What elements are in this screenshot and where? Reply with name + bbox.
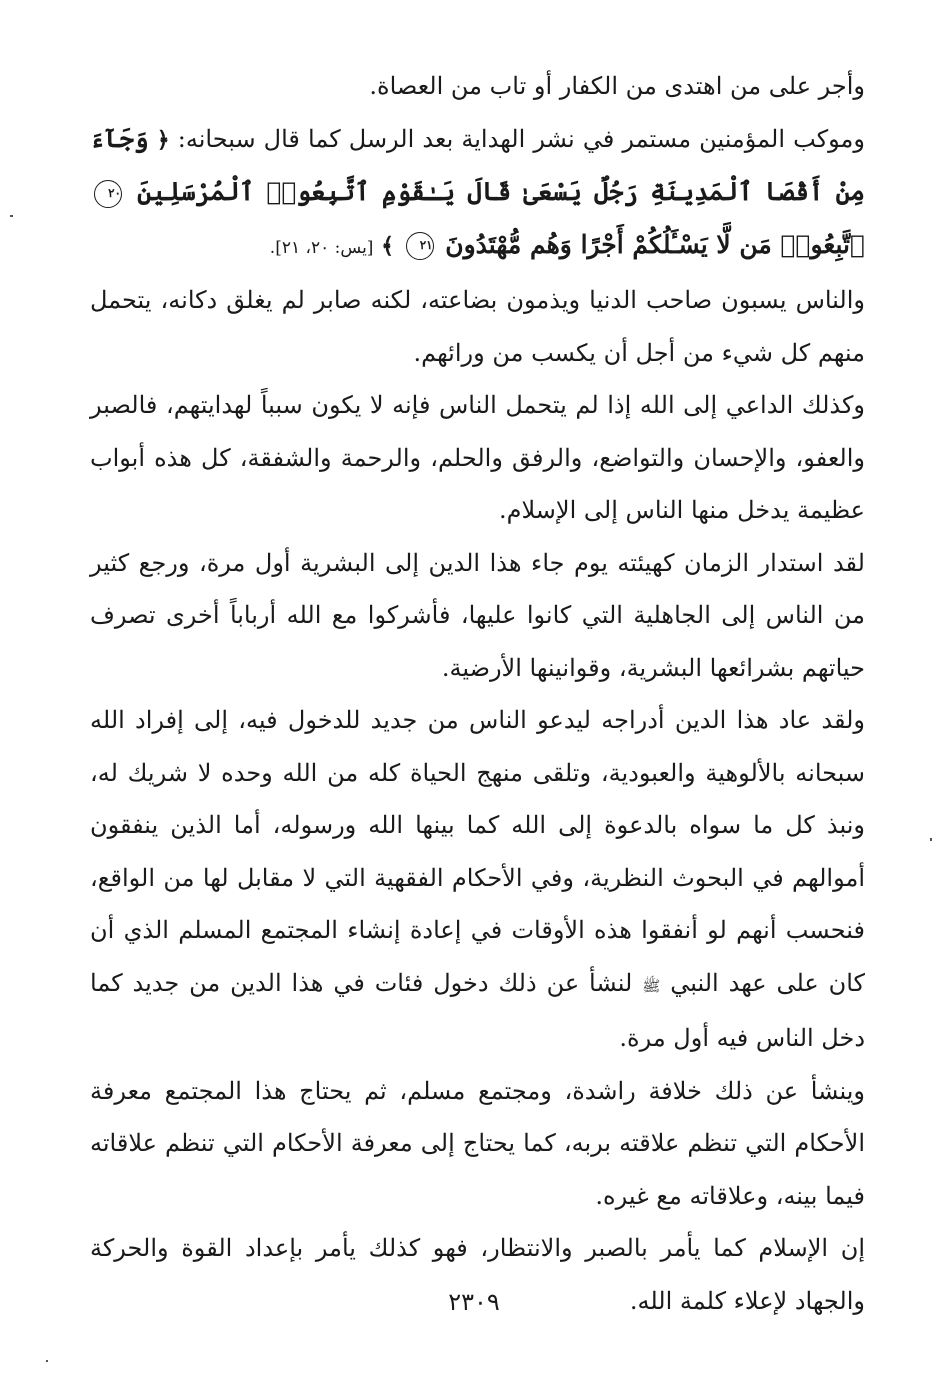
page-number: ٢٣٠٩ xyxy=(448,1288,500,1316)
scan-speck xyxy=(46,1360,48,1362)
salla-symbol: ﷺ xyxy=(642,976,661,995)
ayah-number-marker: ٢١ xyxy=(406,232,434,260)
verse-reference: [يس: ٢٠، ٢١]. xyxy=(269,237,374,258)
page-body xyxy=(90,60,865,1360)
paragraph-quran-quote xyxy=(90,113,865,275)
paragraph-text: وكذلك الداعي إلى الله إذا لم يتحمل الناس فإنه لا يكون سبباً لهدايتهم، فالصبر والعفو، والإحسان والتواضع، والرفق والحلم، والرحمة والشفقة، كل هذه أبواب عظيمة يدخل منها الناس إلى الإسلام. xyxy=(90,391,865,524)
quran-bracket-close: ﴾ xyxy=(381,232,394,259)
paragraph-text: وأجر على من اهتدى من الكفار أو تاب من العصاة. xyxy=(369,72,865,100)
paragraph-5 xyxy=(90,537,865,695)
paragraph-3 xyxy=(90,274,865,379)
paragraph-text: إن الإسلام كما يأمر بالصبر والانتظار، فهو كذلك يأمر بإعداد القوة والحركة والجهاد لإعلاء كلمة الله. xyxy=(90,1234,866,1315)
quran-verse-part-1: وَجَآءَ مِنْ أَقْصَا ٱلْمَدِينَةِ رَجُلٌ يَسْعَىٰ قَالَ يَـٰقَوْمِ ٱتَّبِعُوا۟ ٱلْمُرْسَلِينَ xyxy=(90,123,865,206)
paragraph-6 xyxy=(90,694,865,1065)
scan-speck xyxy=(930,838,932,841)
quran-bracket-open: ﴿ xyxy=(156,126,170,153)
paragraph-text: لقد استدار الزمان كهيئته يوم جاء هذا الدين إلى البشرية أول مرة، ورجع كثير من الناس إلى الجاهلية التي كانوا عليها، فأشركوا مع الله أرباباً أخرى تصرف حياتهم بشرائعها البشرية، وقوانينها الأرضية. xyxy=(90,548,865,682)
quran-verse-part-2: ٱتَّبِعُوا۟ مَن لَّا يَسْـَٔلُكُمْ أَجْرًا وَهُم مُّهْتَدُونَ xyxy=(445,229,865,259)
text-block xyxy=(90,60,865,1327)
paragraph-text: والناس يسبون صاحب الدنيا ويذمون بضاعته، لكنه صابر لم يغلق دكانه، يتحمل منهم كل شيء من أجل أن يكسب من ورائهم. xyxy=(90,286,865,367)
quote-intro: وموكب المؤمنين مستمر في نشر الهداية بعد الرسل كما قال سبحانه: xyxy=(177,124,866,153)
paragraph-1 xyxy=(90,60,865,113)
paragraph-text: ولقد عاد هذا الدين أدراجه ليدعو الناس من جديد للدخول فيه، إلى إفراد الله سبحانه بالألوهية والعبودية، وتلقى منهج الحياة كله من الله وحده لا شريك له، ونبذ كل ما سواه بالدعوة إلى الله كما بينها الله ورسوله، أما الذين ينفقون أموالهم في البحوث النظرية، وفي الأحكام الفقهية التي لا مقابل لها من الواقع، فنحسب أنهم لو أنفقوا هذه الأوقات في إعادة إنشاء المجتمع المسلم الذي أن كان على عهد النبي xyxy=(90,706,866,997)
paragraph-4 xyxy=(90,379,865,537)
ayah-number-marker: ٢٠ xyxy=(94,180,122,208)
scan-speck xyxy=(10,215,13,217)
paragraph-text: وينشأ عن ذلك خلافة راشدة، ومجتمع مسلم، ثم يحتاج هذا المجتمع معرفة الأحكام التي تنظم علاقته بربه، كما يحتاج إلى معرفة الأحكام التي تنظم علاقاته فيما بينه، وعلاقاته مع غيره. xyxy=(90,1076,865,1210)
paragraph-7 xyxy=(90,1065,865,1223)
paragraph-text: لنشأ عن ذلك دخول فئات في هذا الدين من جديد كما دخل الناس فيه أول مرة. xyxy=(90,968,865,1052)
